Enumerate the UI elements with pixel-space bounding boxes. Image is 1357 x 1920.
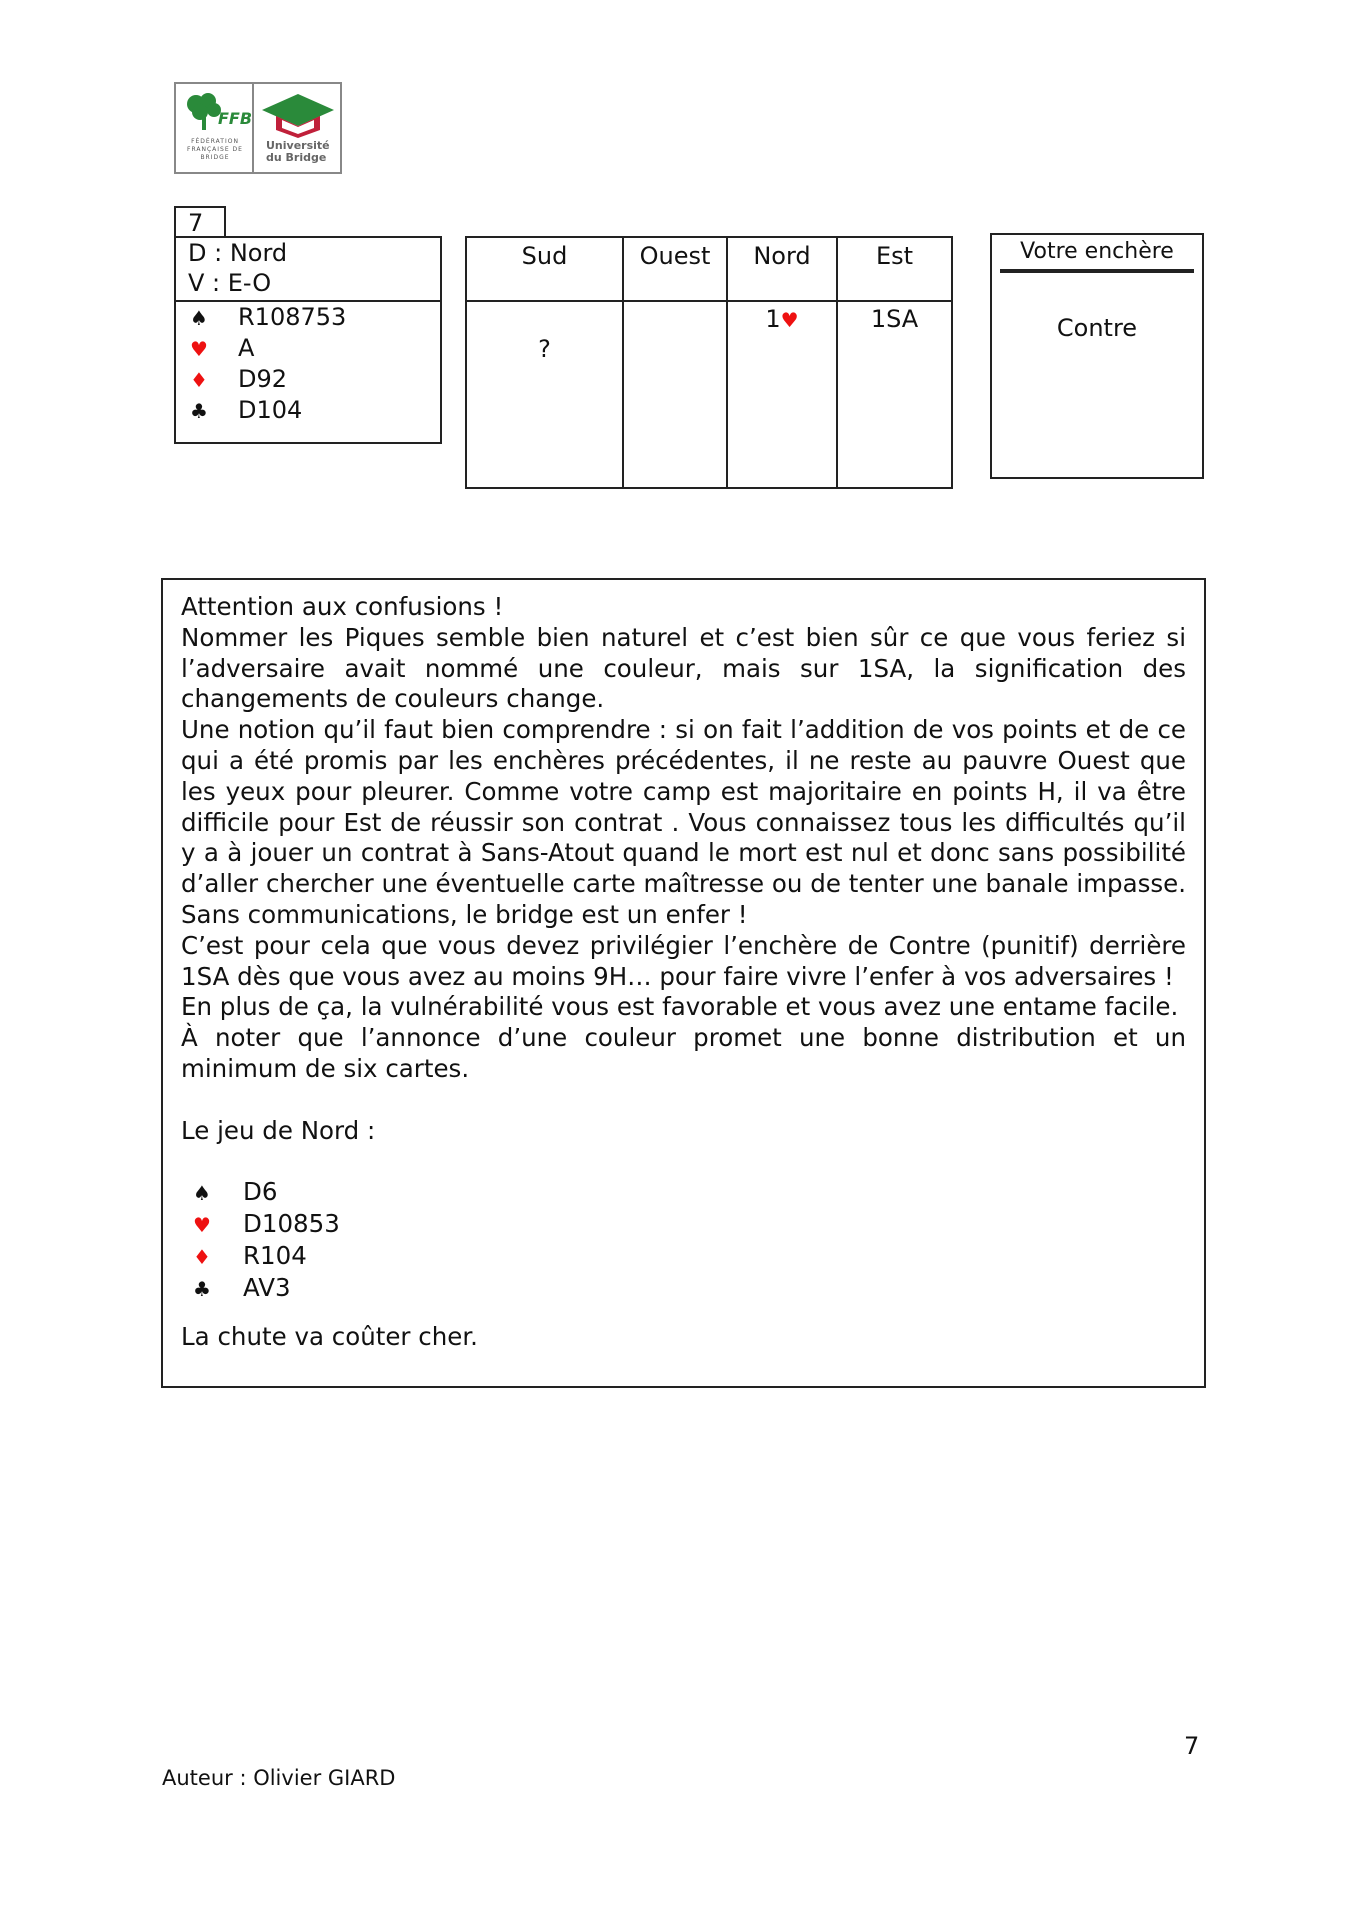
commentary-paragraph: À noter que l’annonce d’une couleur promet une bonne distribution et un minimum de six cartes. — [181, 1023, 1186, 1083]
bid-header-ouest: Ouest — [639, 242, 711, 270]
hand-cards: D92 — [238, 365, 288, 393]
nord-cards: D6 — [243, 1177, 278, 1207]
bid-est: 1SA — [870, 305, 919, 333]
spacer — [181, 1085, 1186, 1116]
commentary-paragraph: Nommer les Piques semble bien naturel et c’est bien sûr ce que vous feriez si l’adversaire avait nommé une couleur, mais sur 1SA, la signification des changements de couleurs change. — [181, 622, 1186, 714]
commentary-box — [161, 578, 1206, 1388]
logo-divider — [252, 84, 254, 172]
votre-enchere-rule — [1000, 269, 1194, 273]
nord-hand-label: Le jeu de Nord : — [181, 1115, 376, 1145]
club-icon: ♣ — [190, 399, 208, 423]
page-number: 7 — [1184, 1732, 1200, 1760]
nord-row-clubs — [181, 1273, 1186, 1305]
author-credit: Auteur : Olivier GIARD — [162, 1766, 396, 1790]
spade-icon: ♠ — [193, 1181, 211, 1206]
commentary-paragraph: C’est pour cela que vous devez privilégier l’enchère de Contre (punitif) derrière 1SA dès que vous avez au moins 9H… pour faire vivre l’enfer à vos adversaires ! — [181, 930, 1186, 991]
spacer — [181, 1146, 1186, 1177]
nord-row-diamonds — [181, 1241, 1186, 1273]
spacer — [181, 1304, 1186, 1322]
nord-cards: R104 — [243, 1240, 307, 1270]
commentary-text — [181, 592, 1186, 1353]
bid-sud: ? — [538, 335, 551, 363]
hand-box — [174, 236, 442, 444]
bid-level: 1 — [765, 305, 781, 333]
hand-row-hearts — [190, 333, 254, 364]
ffb-subtitle: FÉDÉRATION FRANÇAISE DE BRIDGE — [187, 138, 243, 161]
diamond-icon: ♦ — [190, 368, 208, 392]
nord-row-hearts — [181, 1209, 1186, 1241]
hand-cards: D104 — [238, 396, 303, 424]
heart-icon: ♥ — [193, 1212, 211, 1237]
votre-enchere-label: Votre enchère — [1020, 239, 1174, 264]
board-number: 7 — [174, 206, 226, 238]
club-icon: ♣ — [193, 1276, 211, 1301]
votre-enchere-box — [990, 233, 1204, 479]
hand-row-spades — [190, 302, 346, 333]
bid-nord — [728, 304, 836, 335]
universite-du-bridge-text: Université du Bridge — [266, 139, 330, 164]
commentary-paragraph: Une notion qu’il faut bien comprendre : si on fait l’addition de vos points et de ce qui a été promis par les enchères précédentes, il ne reste au pauvre Ouest que les yeux pour pleurer. Comme votre camp est majoritaire en points H, il va être difficile pour Est de réussir son contrat . Vous connaissez tous les difficultés qu’il y a à jouer un contrat à Sans-Atout quand le mort est nul et donc sans possibilité d’aller chercher une éventuelle carte maîtresse ou de tenter une banale impasse. Sans communications, le bridge est un enfer ! — [181, 715, 1186, 929]
heart-icon: ♥ — [190, 337, 208, 361]
hand-row-clubs — [190, 395, 302, 426]
nord-row-spades — [181, 1177, 1186, 1209]
nord-cards: AV3 — [243, 1272, 291, 1302]
diamond-icon: ♦ — [193, 1244, 211, 1269]
votre-enchere-answer: Contre — [1056, 314, 1138, 342]
graduation-cap-icon — [260, 92, 336, 138]
hand-row-diamonds — [190, 364, 287, 395]
nord-cards: D10853 — [243, 1208, 340, 1238]
bid-header-nord: Nord — [753, 242, 811, 270]
commentary-paragraph: En plus de ça, la vulnérabilité vous est favorable et vous avez une entame facile. — [181, 992, 1179, 1022]
bid-header-sud: Sud — [521, 242, 568, 270]
dealer-text: D : Nord — [188, 239, 288, 267]
vulnerability-text: V : E-O — [188, 269, 272, 297]
heart-icon: ♥ — [780, 308, 799, 332]
commentary-conclusion: La chute va coûter cher. — [181, 1322, 478, 1352]
bidding-table — [465, 236, 953, 489]
hand-cards: A — [238, 334, 255, 362]
ffb-mark: FFB — [218, 109, 253, 128]
hand-cards: R108753 — [238, 303, 347, 331]
header-divider — [467, 300, 951, 302]
bid-header-est: Est — [875, 242, 914, 270]
ffb-universite-logo — [174, 82, 342, 174]
commentary-title: Attention aux confusions ! — [181, 592, 504, 621]
spade-icon: ♠ — [190, 306, 208, 330]
